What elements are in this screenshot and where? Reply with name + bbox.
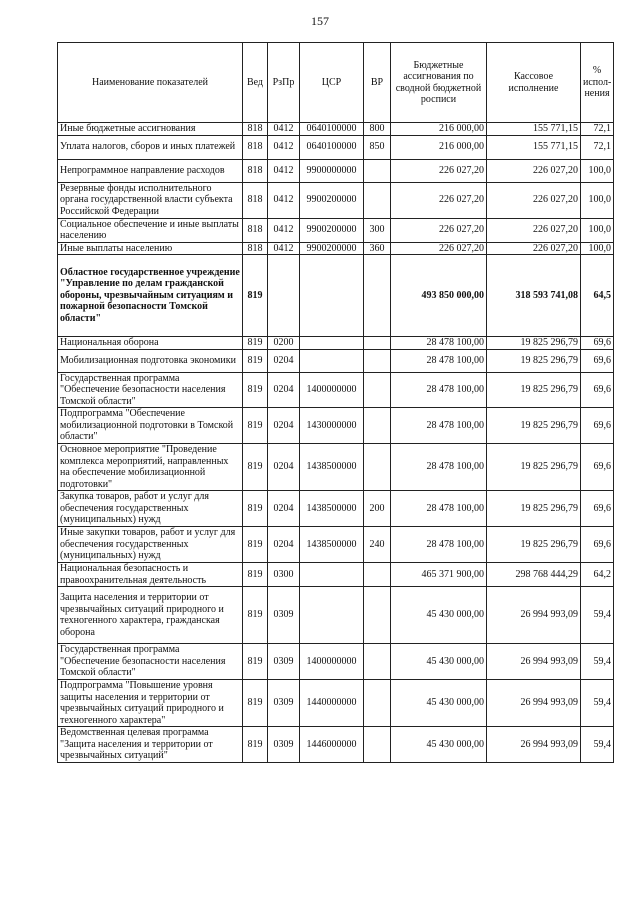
cell-vr [364,255,391,337]
table-row [58,182,614,218]
cell-csr: 1438500000 [300,491,364,527]
table-row [58,527,614,563]
cell-ved: 819 [243,727,268,763]
cell-csr: 1438500000 [300,444,364,491]
cell-vr [364,372,391,408]
cell-vr: 200 [364,491,391,527]
cell-name: Социальное обеспечение и иные выплаты населению [58,218,243,242]
cell-pct: 100,0 [581,159,614,182]
table-row [58,135,614,159]
cell-budget: 28 478 100,00 [391,337,487,350]
cell-csr: 1400000000 [300,644,364,680]
cell-ved: 819 [243,408,268,444]
cell-csr: 9900200000 [300,218,364,242]
cell-name: Основное мероприятие "Проведение комплекса мероприятий, направленных на обеспечение мобилизационной подготовки" [58,444,243,491]
cell-rzpr: 0412 [268,135,300,159]
cell-cash: 19 825 296,79 [487,408,581,444]
cell-pct: 69,6 [581,491,614,527]
cell-budget: 216 000,00 [391,135,487,159]
cell-rzpr: 0204 [268,527,300,563]
cell-ved: 818 [243,159,268,182]
page-number: 157 [311,14,329,28]
cell-cash: 19 825 296,79 [487,337,581,350]
cell-rzpr [268,255,300,337]
cell-name: Областное государственное учреждение "Управление по делам гражданской обороны, чрезвычайным ситуациям и пожарной безопасности Томской области" [58,255,243,337]
header-pct: % испол-нения [581,43,614,123]
cell-name: Национальная безопасность и правоохранительная деятельность [58,563,243,587]
cell-budget: 216 000,00 [391,123,487,136]
cell-rzpr: 0204 [268,444,300,491]
cell-vr [364,349,391,372]
cell-ved: 819 [243,644,268,680]
cell-pct: 69,6 [581,372,614,408]
cell-vr [364,644,391,680]
table-row [58,159,614,182]
cell-cash: 226 027,20 [487,159,581,182]
cell-name: Национальная оборона [58,337,243,350]
cell-ved: 819 [243,680,268,727]
cell-rzpr: 0412 [268,182,300,218]
cell-cash: 155 771,15 [487,123,581,136]
cell-budget: 28 478 100,00 [391,349,487,372]
cell-pct: 64,2 [581,563,614,587]
table-row [58,337,614,350]
cell-rzpr: 0412 [268,159,300,182]
cell-vr [364,727,391,763]
cell-ved: 819 [243,337,268,350]
cell-cash: 155 771,15 [487,135,581,159]
cell-name: Иные бюджетные ассигнования [58,123,243,136]
header-vr: ВР [364,43,391,123]
cell-budget: 493 850 000,00 [391,255,487,337]
cell-name: Резервные фонды исполнительного органа государственной власти субъекта Российской Федерации [58,182,243,218]
cell-cash: 226 027,20 [487,218,581,242]
cell-name: Иные закупки товаров, работ и услуг для обеспечения государственных (муниципальных) нужд [58,527,243,563]
cell-rzpr: 0204 [268,408,300,444]
cell-cash: 26 994 993,09 [487,727,581,763]
cell-name: Подпрограмма "Повышение уровня защиты населения и территории от чрезвычайных ситуаций природного и техногенного характера" [58,680,243,727]
cell-pct: 59,4 [581,727,614,763]
header-name: Наименование показателей [58,43,243,123]
cell-ved: 818 [243,242,268,255]
cell-csr [300,563,364,587]
cell-rzpr: 0204 [268,349,300,372]
cell-name: Уплата налогов, сборов и иных платежей [58,135,243,159]
table-row [58,372,614,408]
cell-budget: 28 478 100,00 [391,372,487,408]
cell-vr [364,444,391,491]
table-row [58,680,614,727]
cell-cash: 226 027,20 [487,182,581,218]
cell-ved: 819 [243,255,268,337]
cell-rzpr: 0200 [268,337,300,350]
header-cash: Кассовое исполнение [487,43,581,123]
cell-cash: 26 994 993,09 [487,587,581,644]
cell-ved: 819 [243,527,268,563]
cell-vr [364,680,391,727]
cell-cash: 19 825 296,79 [487,349,581,372]
cell-pct: 59,4 [581,680,614,727]
cell-budget: 226 027,20 [391,159,487,182]
cell-csr: 0640100000 [300,135,364,159]
cell-pct: 72,1 [581,123,614,136]
table-row [58,218,614,242]
table-row [58,255,614,337]
cell-name: Государственная программа "Обеспечение безопасности населения Томской области" [58,644,243,680]
table-row [58,444,614,491]
cell-pct: 72,1 [581,135,614,159]
cell-csr: 1440000000 [300,680,364,727]
cell-rzpr: 0309 [268,587,300,644]
cell-cash: 19 825 296,79 [487,491,581,527]
cell-pct: 69,6 [581,349,614,372]
cell-name: Непрограммное направление расходов [58,159,243,182]
cell-pct: 100,0 [581,182,614,218]
header-csr: ЦСР [300,43,364,123]
cell-rzpr: 0300 [268,563,300,587]
budget-table [57,42,614,763]
cell-vr [364,337,391,350]
cell-budget: 45 430 000,00 [391,587,487,644]
table-row [58,242,614,255]
cell-ved: 819 [243,372,268,408]
cell-budget: 226 027,20 [391,182,487,218]
cell-budget: 465 371 900,00 [391,563,487,587]
cell-vr: 360 [364,242,391,255]
cell-csr [300,337,364,350]
cell-name: Защита населения и территории от чрезвычайных ситуаций природного и техногенного характера, гражданская оборона [58,587,243,644]
cell-ved: 819 [243,491,268,527]
table-header-row [58,43,614,123]
cell-csr [300,587,364,644]
cell-vr [364,587,391,644]
table-row [58,123,614,136]
cell-vr: 800 [364,123,391,136]
cell-rzpr: 0412 [268,123,300,136]
cell-budget: 28 478 100,00 [391,444,487,491]
cell-rzpr: 0204 [268,372,300,408]
table-row [58,727,614,763]
cell-csr: 1446000000 [300,727,364,763]
cell-budget: 226 027,20 [391,218,487,242]
table-row [58,644,614,680]
cell-rzpr: 0412 [268,218,300,242]
cell-cash: 298 768 444,29 [487,563,581,587]
cell-csr: 9900000000 [300,159,364,182]
cell-name: Подпрограмма "Обеспечение мобилизационной подготовки в Томской области" [58,408,243,444]
cell-name: Иные выплаты населению [58,242,243,255]
cell-name: Государственная программа "Обеспечение безопасности населения Томской области" [58,372,243,408]
cell-name: Ведомственная целевая программа "Защита населения и территории от чрезвычайных ситуаций" [58,727,243,763]
table-row [58,587,614,644]
cell-rzpr: 0309 [268,644,300,680]
cell-cash: 19 825 296,79 [487,527,581,563]
cell-csr [300,349,364,372]
cell-csr: 1430000000 [300,408,364,444]
cell-pct: 69,6 [581,527,614,563]
cell-cash: 26 994 993,09 [487,680,581,727]
cell-pct: 64,5 [581,255,614,337]
cell-budget: 45 430 000,00 [391,727,487,763]
cell-cash: 226 027,20 [487,242,581,255]
cell-ved: 819 [243,563,268,587]
cell-ved: 819 [243,349,268,372]
cell-rzpr: 0412 [268,242,300,255]
cell-ved: 818 [243,218,268,242]
table-row [58,349,614,372]
table-row [58,563,614,587]
cell-vr: 300 [364,218,391,242]
cell-pct: 69,6 [581,337,614,350]
cell-name: Закупка товаров, работ и услуг для обеспечения государственных (муниципальных) нужд [58,491,243,527]
cell-ved: 818 [243,123,268,136]
cell-csr: 0640100000 [300,123,364,136]
cell-pct: 100,0 [581,242,614,255]
cell-cash: 19 825 296,79 [487,444,581,491]
cell-rzpr: 0309 [268,727,300,763]
cell-vr [364,563,391,587]
cell-budget: 45 430 000,00 [391,644,487,680]
cell-pct: 69,6 [581,444,614,491]
table-body [58,123,614,763]
table-row [58,408,614,444]
cell-vr [364,408,391,444]
cell-csr: 1438500000 [300,527,364,563]
cell-pct: 59,4 [581,644,614,680]
header-rzpr: РзПр [268,43,300,123]
cell-rzpr: 0309 [268,680,300,727]
cell-vr [364,159,391,182]
cell-budget: 28 478 100,00 [391,408,487,444]
cell-ved: 819 [243,587,268,644]
cell-rzpr: 0204 [268,491,300,527]
cell-budget: 45 430 000,00 [391,680,487,727]
cell-csr: 9900200000 [300,182,364,218]
cell-cash: 26 994 993,09 [487,644,581,680]
header-ved: Вед [243,43,268,123]
cell-ved: 819 [243,444,268,491]
cell-budget: 28 478 100,00 [391,491,487,527]
cell-pct: 100,0 [581,218,614,242]
cell-vr: 240 [364,527,391,563]
cell-vr [364,182,391,218]
table-row [58,491,614,527]
cell-csr: 1400000000 [300,372,364,408]
cell-vr: 850 [364,135,391,159]
cell-pct: 59,4 [581,587,614,644]
cell-csr: 9900200000 [300,242,364,255]
cell-csr [300,255,364,337]
cell-ved: 818 [243,182,268,218]
cell-pct: 69,6 [581,408,614,444]
cell-cash: 19 825 296,79 [487,372,581,408]
cell-name: Мобилизационная подготовка экономики [58,349,243,372]
cell-budget: 226 027,20 [391,242,487,255]
cell-budget: 28 478 100,00 [391,527,487,563]
cell-cash: 318 593 741,08 [487,255,581,337]
cell-ved: 818 [243,135,268,159]
header-budget: Бюджетные ассигнования по сводной бюджетной росписи [391,43,487,123]
